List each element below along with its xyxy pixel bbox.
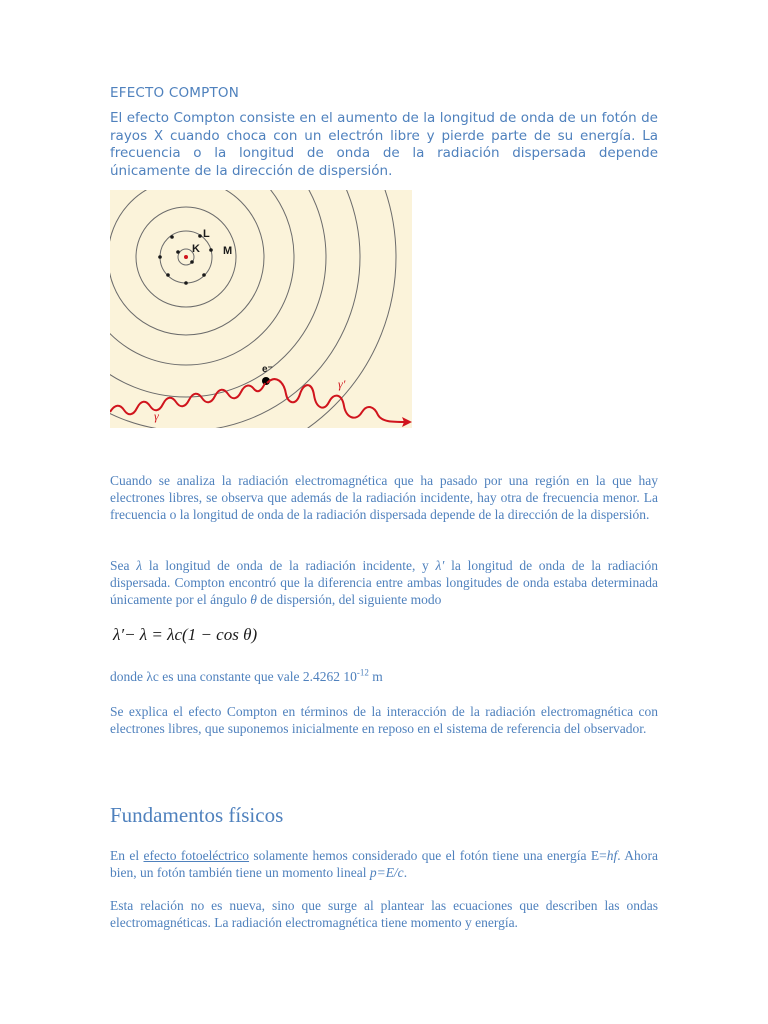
document-heading: EFECTO COMPTON [110,85,240,101]
electron-dot [202,273,206,277]
paragraph-explanation: Se explica el efecto Compton en términos de la interacción de la radiación electromagnética con electrones libres, que suponemos inicialmente en reposo en el sistema de referencia del observador. [110,704,658,737]
text-run: de dispersión, del siguiente modo [256,592,442,608]
label-m: M [223,245,233,257]
electron-dot [198,234,202,238]
intro-paragraph: El efecto Compton consiste en el aumento de la longitud de onda de un fotón de rayos X cuando choca con un electrón libre y pierde parte de su energía. La frecuencia o la longitud de onda de la radiación dispersada depende únicamente de la dirección de dispersión. [110,110,658,179]
electron-dot [209,248,213,252]
lambda-c-symbol: λc [146,669,159,684]
nucleus [184,255,188,259]
lambda-prime-symbol: λ′ [435,558,445,573]
text-run: Sea [110,558,137,573]
text-run: m [368,669,383,684]
exponent: -12 [356,667,369,678]
section-title: Fundamentos físicos [110,803,284,827]
compton-figure [110,190,412,428]
text-run: solamente hemos considerado que el fotón tiene una energía E= [249,848,607,863]
text-run: . Ahora bien, un fotón también tiene un momento lineal [110,848,658,881]
text-run: . [403,865,408,881]
paragraph-scattering: Cuando se analiza la radiación electromagnética que ha pasado por una región en la que hay electrones libres, se observa que además de la radiación incidente, hay otra de frecuencia menor. La frecuencia o la longitud de onda de la radiación dispersada depende de la dirección de la dispersión. [110,473,658,523]
label-electron: e⁻ [262,364,273,375]
electron-dot [184,281,188,285]
lambda-symbol: λ [136,558,143,573]
hf-symbol: hf [606,848,618,863]
text-run: En el [110,848,144,863]
electron-dot [158,255,162,259]
electron-dot [170,235,174,239]
paragraph-relation: Esta relación no es nueva, sino que surge al plantear las ecuaciones que describen las ondas electromagnéticas. La radiación electromagnética tiene momento y energía. [110,898,658,931]
theta-symbol: θ [250,592,257,608]
figure-background [110,190,412,428]
label-gamma-incident: γ [154,409,159,423]
paragraph-constant [110,668,658,685]
electron-dot [166,273,170,277]
text-run: es una constante que vale 2.4262 10 [158,669,357,684]
paragraph-photoelectric [110,847,658,881]
label-gamma-scattered: γ′ [338,377,346,391]
momentum-formula: p=E/c [369,865,404,881]
electron-dot [176,250,180,254]
text-run: donde [110,669,147,684]
photoelectric-link[interactable]: efecto fotoeléctrico [143,848,250,863]
label-k: K [192,243,200,255]
electron-dot [190,260,194,264]
label-l: L [203,228,210,240]
text-run: la longitud de onda de la radiación dispersada. Compton encontró que la diferencia entre ambas longitudes de onda estaba determinada únicamente por el ángulo [110,558,658,608]
paragraph-wavelength [110,557,658,609]
text-run: la longitud de onda de la radiación incidente, y [142,558,436,573]
compton-formula: λ′− λ = λc(1 − cos θ) [113,625,258,644]
